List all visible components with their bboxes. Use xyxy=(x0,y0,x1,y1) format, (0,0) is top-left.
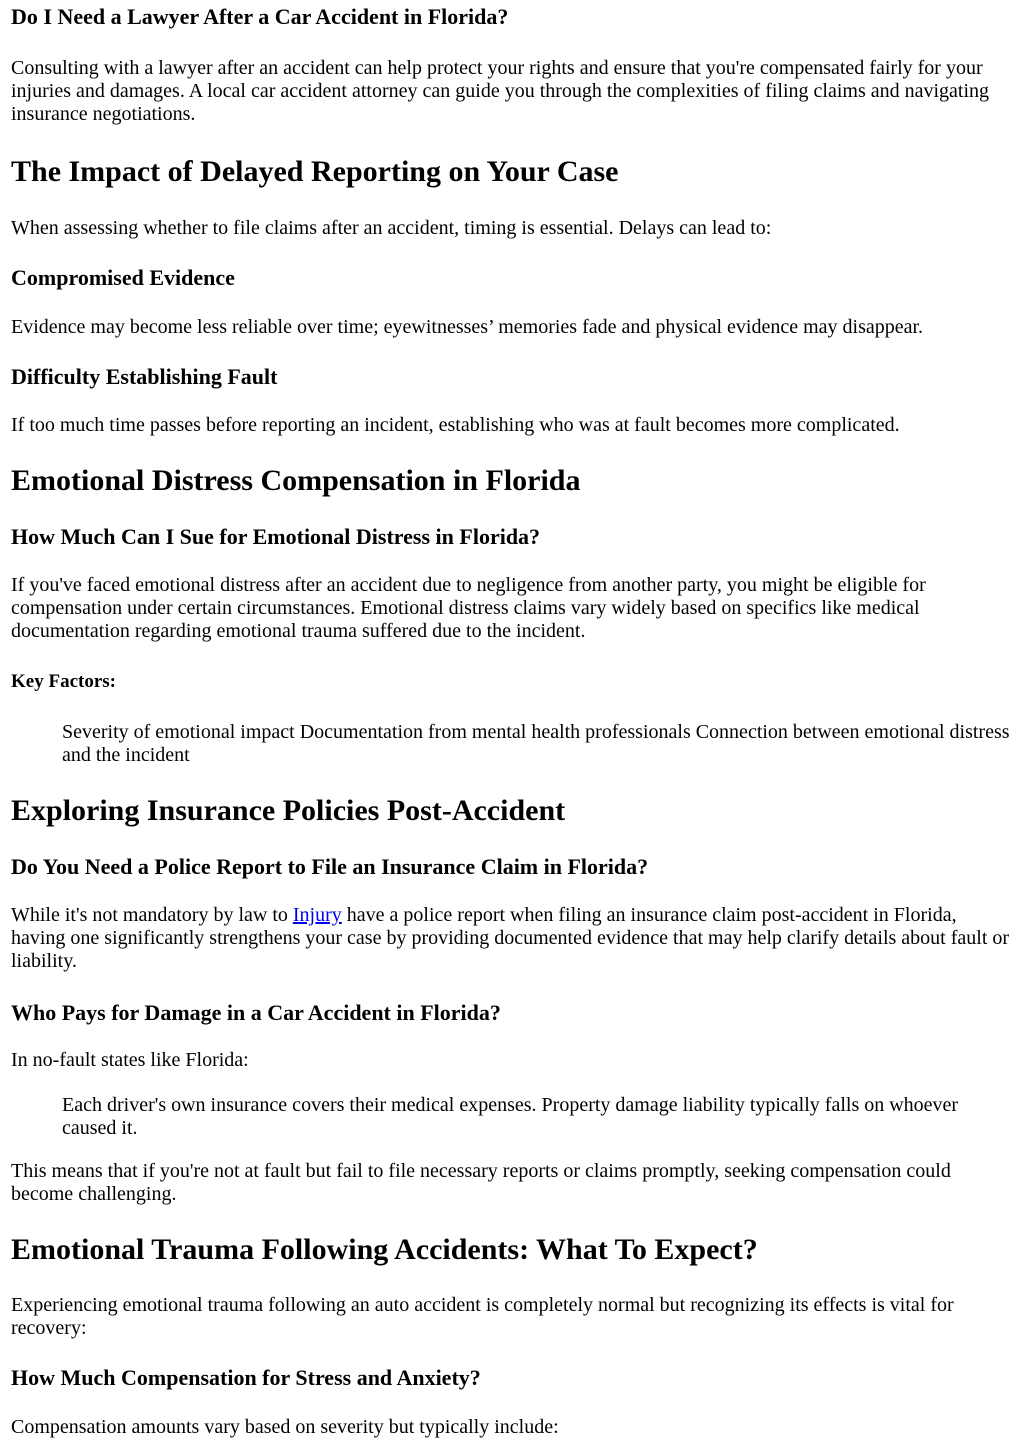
police-report-text-before: While it's not mandatory by law to xyxy=(11,904,293,926)
insurance-policies-heading: Exploring Insurance Policies Post-Accident xyxy=(11,794,566,827)
injury-link[interactable]: Injury xyxy=(292,904,342,926)
police-report-text-after: have a police report when filing an insurance claim post-accident in Florida, having one significantly strengthens your case by providing documented evidence that may help clarify details about fault or liability. xyxy=(11,904,1010,972)
stress-compensation-intro: Compensation amounts vary based on severity but typically include: xyxy=(11,1416,559,1438)
no-fault-list: Each driver's own insurance covers their medical expenses. Property damage liability typically falls on whoever caused it. xyxy=(62,1094,959,1139)
lawyer-paragraph: Consulting with a lawyer after an accident can help protect your rights and ensure that you're compensated fairly for your injuries and damages. A local car accident attorney can guide you through the complexities of filing claims and navigating insurance negotiations. xyxy=(11,57,990,125)
emotional-trauma-intro: Experiencing emotional trauma following an auto accident is completely normal but recognizing its effects is vital for recovery: xyxy=(11,1294,954,1339)
establishing-fault-heading: Difficulty Establishing Fault xyxy=(11,364,278,389)
key-factors-heading: Key Factors: xyxy=(11,671,116,692)
delayed-reporting-heading: The Impact of Delayed Reporting on Your Case xyxy=(11,155,619,188)
key-factors-list: Severity of emotional impact Documentation from mental health professionals Connection between emotional distress and the incident xyxy=(62,721,1010,766)
no-fault-outro: This means that if you're not at fault but fail to file necessary reports or claims promptly, seeking compensation could become challenging. xyxy=(11,1160,951,1205)
no-fault-intro: In no-fault states like Florida: xyxy=(11,1049,249,1071)
police-report-paragraph xyxy=(11,904,1014,973)
establishing-fault-paragraph: If too much time passes before reporting an incident, establishing who was at fault becomes more complicated. xyxy=(11,414,900,436)
damage-payment-heading: Who Pays for Damage in a Car Accident in Florida? xyxy=(11,1000,501,1025)
lawyer-heading: Do I Need a Lawyer After a Car Accident in Florida? xyxy=(11,4,509,29)
compromised-evidence-heading: Compromised Evidence xyxy=(11,265,235,290)
compromised-evidence-paragraph: Evidence may become less reliable over time; eyewitnesses’ memories fade and physical evidence may disappear. xyxy=(11,316,924,338)
sue-emotional-distress-heading: How Much Can I Sue for Emotional Distress in Florida? xyxy=(11,524,541,549)
emotional-trauma-heading: Emotional Trauma Following Accidents: What To Expect? xyxy=(11,1233,758,1266)
article xyxy=(0,4,1024,1439)
emotional-distress-heading: Emotional Distress Compensation in Florida xyxy=(11,464,581,497)
police-report-heading: Do You Need a Police Report to File an Insurance Claim in Florida? xyxy=(11,854,649,879)
delayed-reporting-intro: When assessing whether to file claims after an accident, timing is essential. Delays can lead to: xyxy=(11,217,772,239)
stress-compensation-heading: How Much Compensation for Stress and Anxiety? xyxy=(11,1365,481,1390)
sue-emotional-distress-paragraph: If you've faced emotional distress after an accident due to negligence from another party, you might be eligible for compensation under certain circumstances. Emotional distress claims vary widely based on specifics like medical documentation regarding emotional trauma suffered due to the incident. xyxy=(11,574,926,642)
